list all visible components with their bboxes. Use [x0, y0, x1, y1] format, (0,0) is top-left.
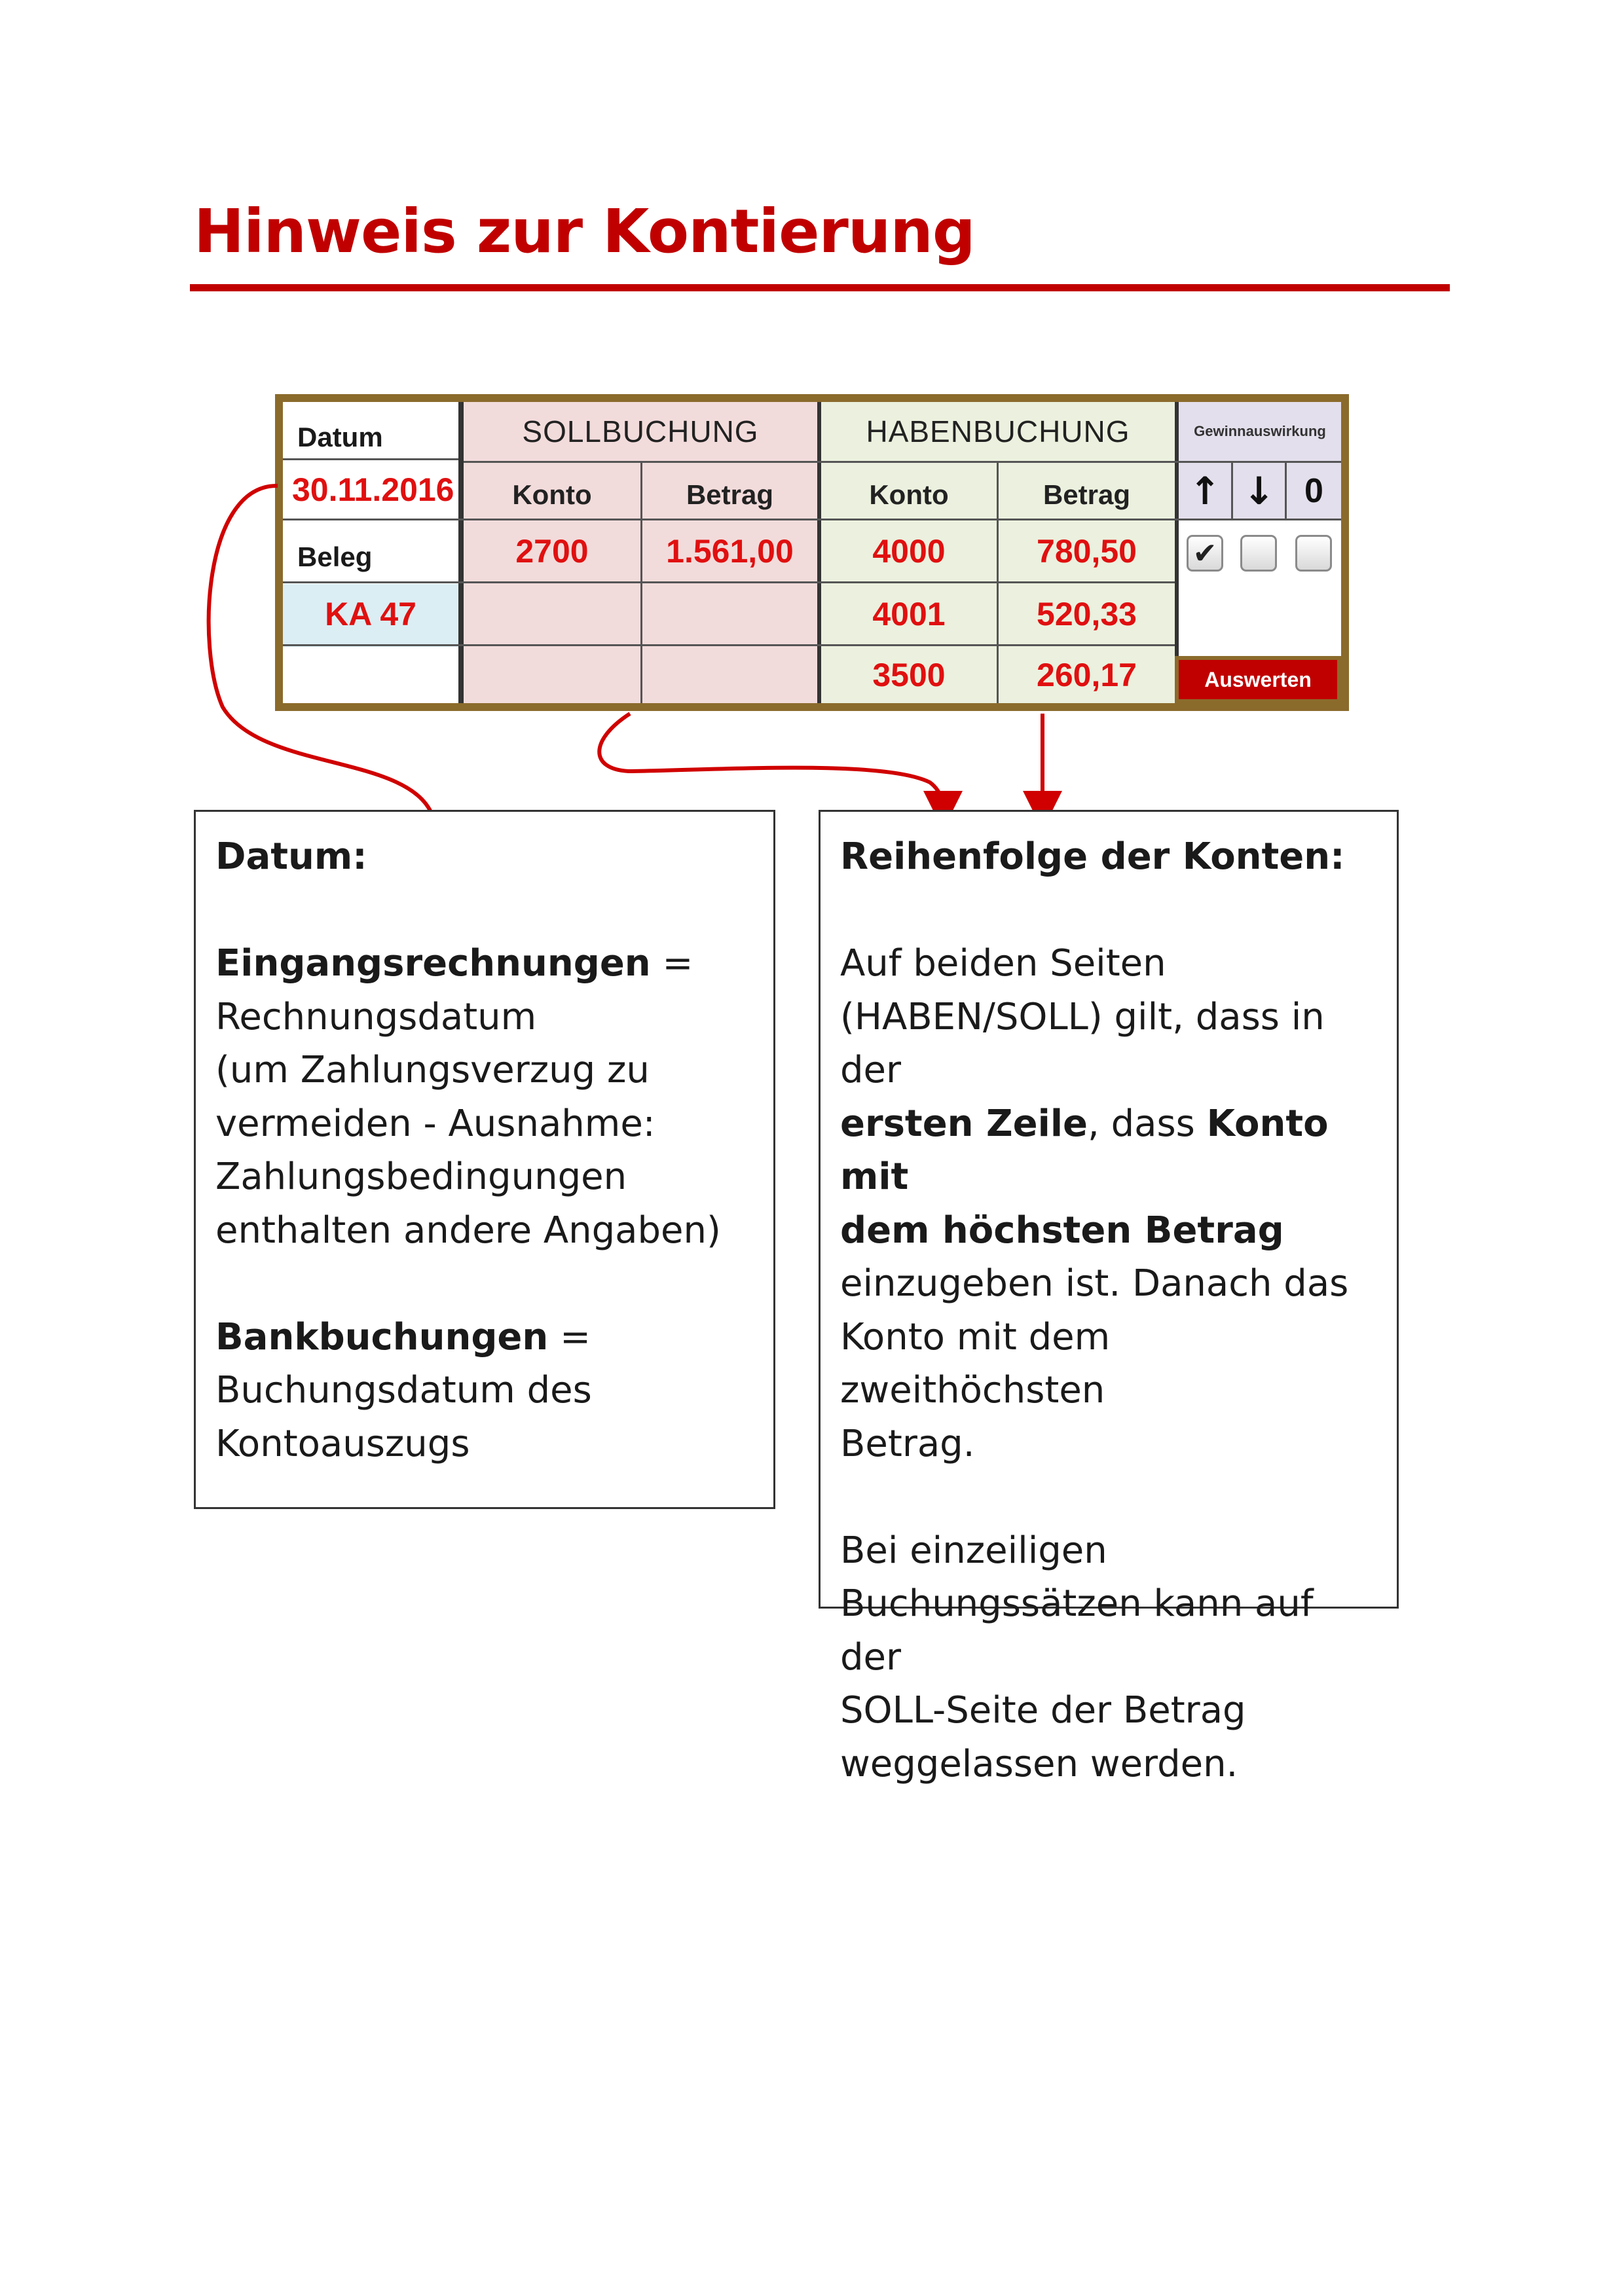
beleg-field[interactable]: KA 47 — [325, 596, 416, 632]
haben-betrag-field[interactable]: 780,50 — [1037, 532, 1137, 570]
beleg-label: Beleg — [297, 541, 373, 572]
note-line: Kontoauszugs — [215, 1422, 470, 1465]
soll-konto-field[interactable]: 2700 — [515, 532, 589, 570]
note-line: Betrag. — [840, 1422, 975, 1465]
bankbuchungen-equals: = — [548, 1315, 591, 1358]
note-bold-hoechster-betrag: dem höchsten Betrag — [840, 1209, 1284, 1252]
arrow-datum — [209, 486, 435, 852]
reihenfolge-note-box — [819, 810, 1399, 1785]
note-line: Buchungsdatum des — [215, 1369, 592, 1412]
note-line: enthalten andere Angaben) — [215, 1209, 721, 1252]
haben-konto-field[interactable]: 4001 — [872, 595, 946, 632]
note-line: Rechnungsdatum — [215, 995, 537, 1038]
eingangsrechnungen-equals: = — [650, 942, 693, 985]
eingangsrechnungen-term: Eingangsrechnungen — [215, 942, 651, 985]
note-line: Buchungssätzen kann auf der — [840, 1582, 1314, 1679]
soll-betrag-field[interactable]: 1.561,00 — [666, 532, 794, 570]
reihenfolge-note-heading: Reihenfolge der Konten: — [840, 835, 1345, 878]
haben-konto-field[interactable]: 4000 — [872, 532, 946, 570]
zero-label: 0 — [1304, 471, 1323, 510]
note-line: (HABEN/SOLL) gilt, dass in der — [840, 995, 1325, 1091]
arrow-up-icon: ↑ — [1189, 468, 1221, 513]
note-line: SOLL-Seite der Betrag — [840, 1689, 1246, 1732]
bankbuchungen-term: Bankbuchungen — [215, 1315, 549, 1358]
note-line: Zahlungsbedingungen — [215, 1156, 627, 1198]
haben-header: HABENBUCHUNG — [866, 414, 1130, 448]
note-bold-ersten-zeile: ersten Zeile — [840, 1102, 1088, 1145]
note-line: Bei einzeiligen — [840, 1529, 1107, 1572]
auswerten-button[interactable]: Auswerten — [1175, 656, 1341, 703]
haben-konto-label: Konto — [869, 479, 949, 510]
haben-konto-field[interactable]: 3500 — [872, 656, 946, 693]
gewinn-header: Gewinnauswirkung — [1194, 423, 1326, 439]
datum-field[interactable]: 30.11.2016 — [292, 471, 454, 508]
datum-note-heading: Datum: — [215, 835, 367, 878]
soll-header: SOLLBUCHUNG — [522, 414, 759, 448]
haben-betrag-field[interactable]: 520,33 — [1037, 595, 1137, 632]
soll-konto-label: Konto — [512, 479, 592, 510]
note-line: weggelassen werden. — [840, 1742, 1238, 1785]
note-line: vermeiden - Ausnahme: — [215, 1102, 655, 1145]
note-line: Konto mit dem zweithöchsten — [840, 1315, 1111, 1412]
page-title: Hinweis zur Kontierung — [194, 196, 975, 266]
haben-betrag-label: Betrag — [1043, 479, 1131, 510]
arrow-reihenfolge-left — [599, 714, 943, 811]
note-bold-konto-mit: Konto mit — [840, 1102, 1329, 1198]
note-line: (um Zahlungsverzug zu — [215, 1049, 650, 1091]
note-line: einzugeben ist. Danach das — [840, 1262, 1349, 1305]
soll-betrag-label: Betrag — [686, 479, 774, 510]
note-line: Auf beiden Seiten — [840, 942, 1166, 985]
arrow-down-icon: ↓ — [1243, 468, 1275, 513]
haben-betrag-field[interactable]: 260,17 — [1037, 656, 1137, 693]
datum-note-box — [194, 810, 775, 1509]
note-text: , dass — [1088, 1102, 1207, 1145]
datum-label: Datum — [297, 422, 383, 452]
checkbox-gewinn-up[interactable]: ✔ — [1187, 535, 1223, 572]
